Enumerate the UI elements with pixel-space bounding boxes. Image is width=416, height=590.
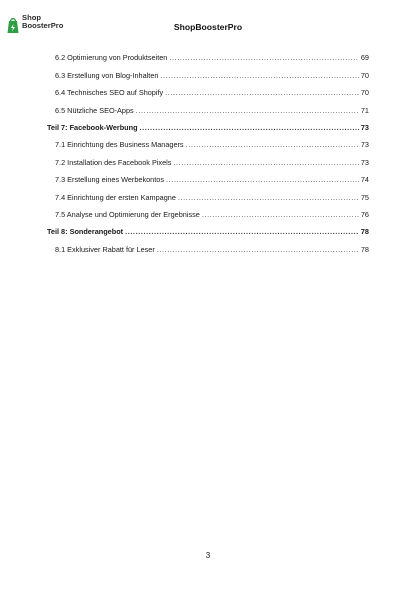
page-number: 3 — [205, 551, 211, 560]
toc-entry-page: 73 — [360, 140, 369, 150]
toc-entry-title: 7.3 Erstellung eines Werbekontos — [55, 175, 164, 185]
toc-section-entry[interactable] — [47, 149, 369, 166]
toc-section-entry[interactable] — [47, 167, 369, 184]
toc-entry-page: 73 — [360, 122, 369, 132]
toc-dot-leader — [157, 245, 359, 254]
toc-entry-page: 71 — [360, 105, 369, 115]
toc-section-entry[interactable] — [47, 184, 369, 201]
toc-entry-page: 78 — [360, 227, 369, 237]
toc-dot-leader — [173, 158, 358, 167]
toc-entry-title: 7.4 Einrichtung der ersten Kampagne — [55, 192, 176, 202]
table-of-contents — [47, 45, 369, 254]
toc-entry-title: Teil 7: Facebook-Werbung — [47, 122, 138, 132]
toc-entry-title: 7.2 Installation des Facebook Pixels — [55, 157, 172, 167]
toc-section-entry[interactable] — [47, 97, 369, 114]
toc-dot-leader — [186, 140, 359, 149]
toc-dot-leader — [165, 88, 359, 97]
toc-entry-page: 76 — [360, 209, 369, 219]
toc-entry-title: 6.3 Erstellung von Blog-Inhalten — [55, 70, 159, 80]
toc-dot-leader — [136, 106, 359, 115]
toc-dot-leader — [166, 175, 359, 184]
toc-section-entry[interactable] — [47, 132, 369, 149]
toc-dot-leader — [125, 227, 359, 236]
toc-entry-title: 6.5 Nützliche SEO-Apps — [55, 105, 134, 115]
toc-entry-title: 7.5 Analyse und Optimierung der Ergebnisse — [55, 209, 200, 219]
toc-entry-page: 70 — [360, 70, 369, 80]
toc-dot-leader — [169, 53, 359, 62]
toc-entry-page: 70 — [360, 88, 369, 98]
toc-entry-page: 69 — [360, 53, 369, 63]
logo-line-1: Shop — [22, 13, 41, 22]
toc-entry-page: 74 — [360, 175, 369, 185]
toc-chapter-entry[interactable] — [47, 115, 369, 132]
toc-entry-title: 6.2 Optimierung von Produktseiten — [55, 53, 168, 63]
toc-section-entry[interactable] — [47, 202, 369, 219]
toc-entry-page: 73 — [360, 157, 369, 167]
toc-chapter-entry[interactable] — [47, 219, 369, 236]
toc-entry-title: 7.1 Einrichtung des Business Managers — [55, 140, 184, 150]
toc-dot-leader — [140, 123, 359, 132]
toc-section-entry[interactable] — [47, 236, 369, 253]
toc-dot-leader — [202, 210, 359, 219]
toc-section-entry[interactable] — [47, 45, 369, 62]
toc-entry-title: Teil 8: Sonderangebot — [47, 227, 124, 237]
toc-section-entry[interactable] — [47, 62, 369, 79]
toc-dot-leader — [178, 193, 359, 202]
logo-line-2: BoosterPro — [22, 21, 64, 31]
toc-entry-title: 6.4 Technisches SEO auf Shopify — [55, 88, 164, 98]
toc-entry-title: 8.1 Exklusiver Rabatt für Leser — [55, 244, 155, 254]
page-header-title: ShopBoosterPro — [173, 22, 243, 32]
toc-entry-page: 75 — [360, 192, 369, 202]
toc-entry-page: 78 — [360, 244, 369, 254]
toc-dot-leader — [160, 71, 358, 80]
toc-section-entry[interactable] — [47, 80, 369, 97]
